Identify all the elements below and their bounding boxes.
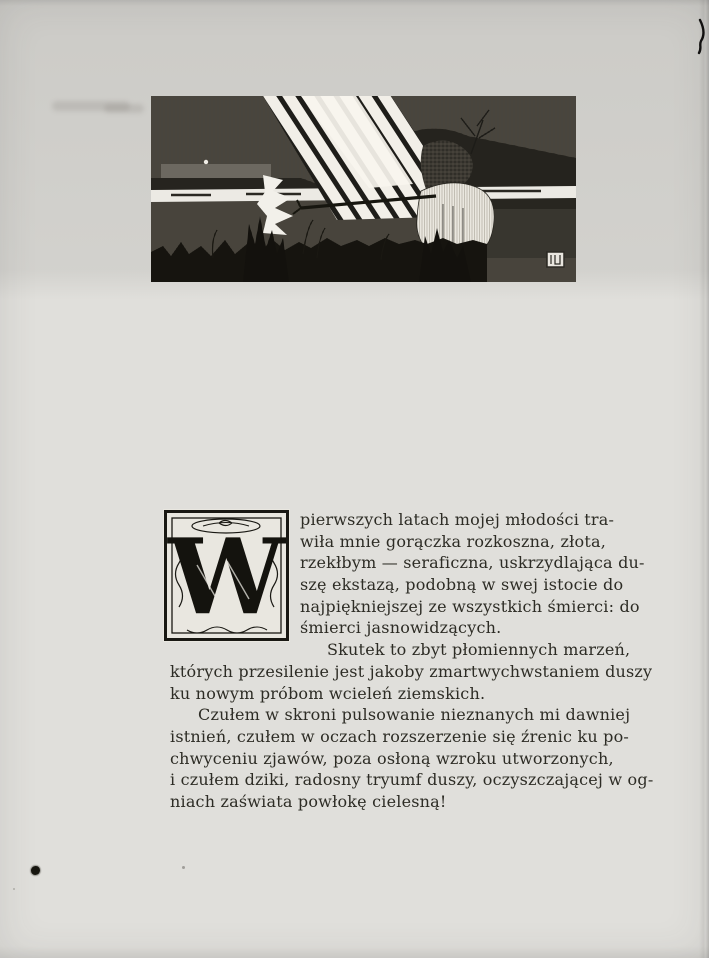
ink-blot: [31, 866, 40, 875]
headpiece-illustration: [151, 96, 576, 282]
show-through-smudge: [104, 104, 144, 113]
text-line: szę ekstazą, podobną w swej istocie do: [300, 575, 624, 595]
page-edge-top: [0, 0, 709, 6]
text-line: Czułem w skroni pulsowanie nieznanych mi dawniej: [198, 705, 631, 725]
text-line: śmierci jasnowidzących.: [300, 618, 502, 638]
text-line: istnień, czułem w oczach rozszerzenie się źrenic ku po-: [170, 726, 630, 746]
text-line: wiła mnie gorączka rozkoszna, złota,: [300, 531, 606, 551]
text-line: Skutek to zbyt płomiennych marzeń,: [327, 640, 631, 660]
text-line: pierwszych latach mojej młodości tra-: [300, 510, 615, 529]
text-line: których przesilenie jest jakoby zmartwychwstaniem duszy: [170, 661, 653, 681]
text-line: rzekłbym — seraficzna, uskrzydlająca du-: [300, 553, 645, 573]
page-edge-shadow: [699, 0, 709, 958]
dust-speck: [13, 888, 15, 890]
text-block: [168, 509, 654, 813]
drop-cap-W: [163, 509, 290, 642]
text-line: najpiękniejszej ze wszystkich śmierci: do: [300, 596, 640, 616]
distant-light: [204, 160, 208, 164]
page-edge-bottom: [0, 946, 709, 958]
text-line: chwyceniu zjawów, poza osłoną wzroku utworzonych,: [170, 748, 614, 768]
text-line: niach zaświata powłokę cielesną!: [170, 791, 447, 811]
dropcap-letter: W: [168, 515, 285, 638]
text-line: ku nowym próbom wcieleń ziemskich.: [170, 683, 486, 703]
dust-speck: [182, 866, 185, 869]
text-line: i czułem dziki, radosny tryumf duszy, oczyszczającej w og-: [170, 770, 654, 790]
print-show-through: [42, 98, 152, 118]
artist-monogram: [547, 252, 564, 267]
woodcut-scene: [151, 96, 576, 282]
